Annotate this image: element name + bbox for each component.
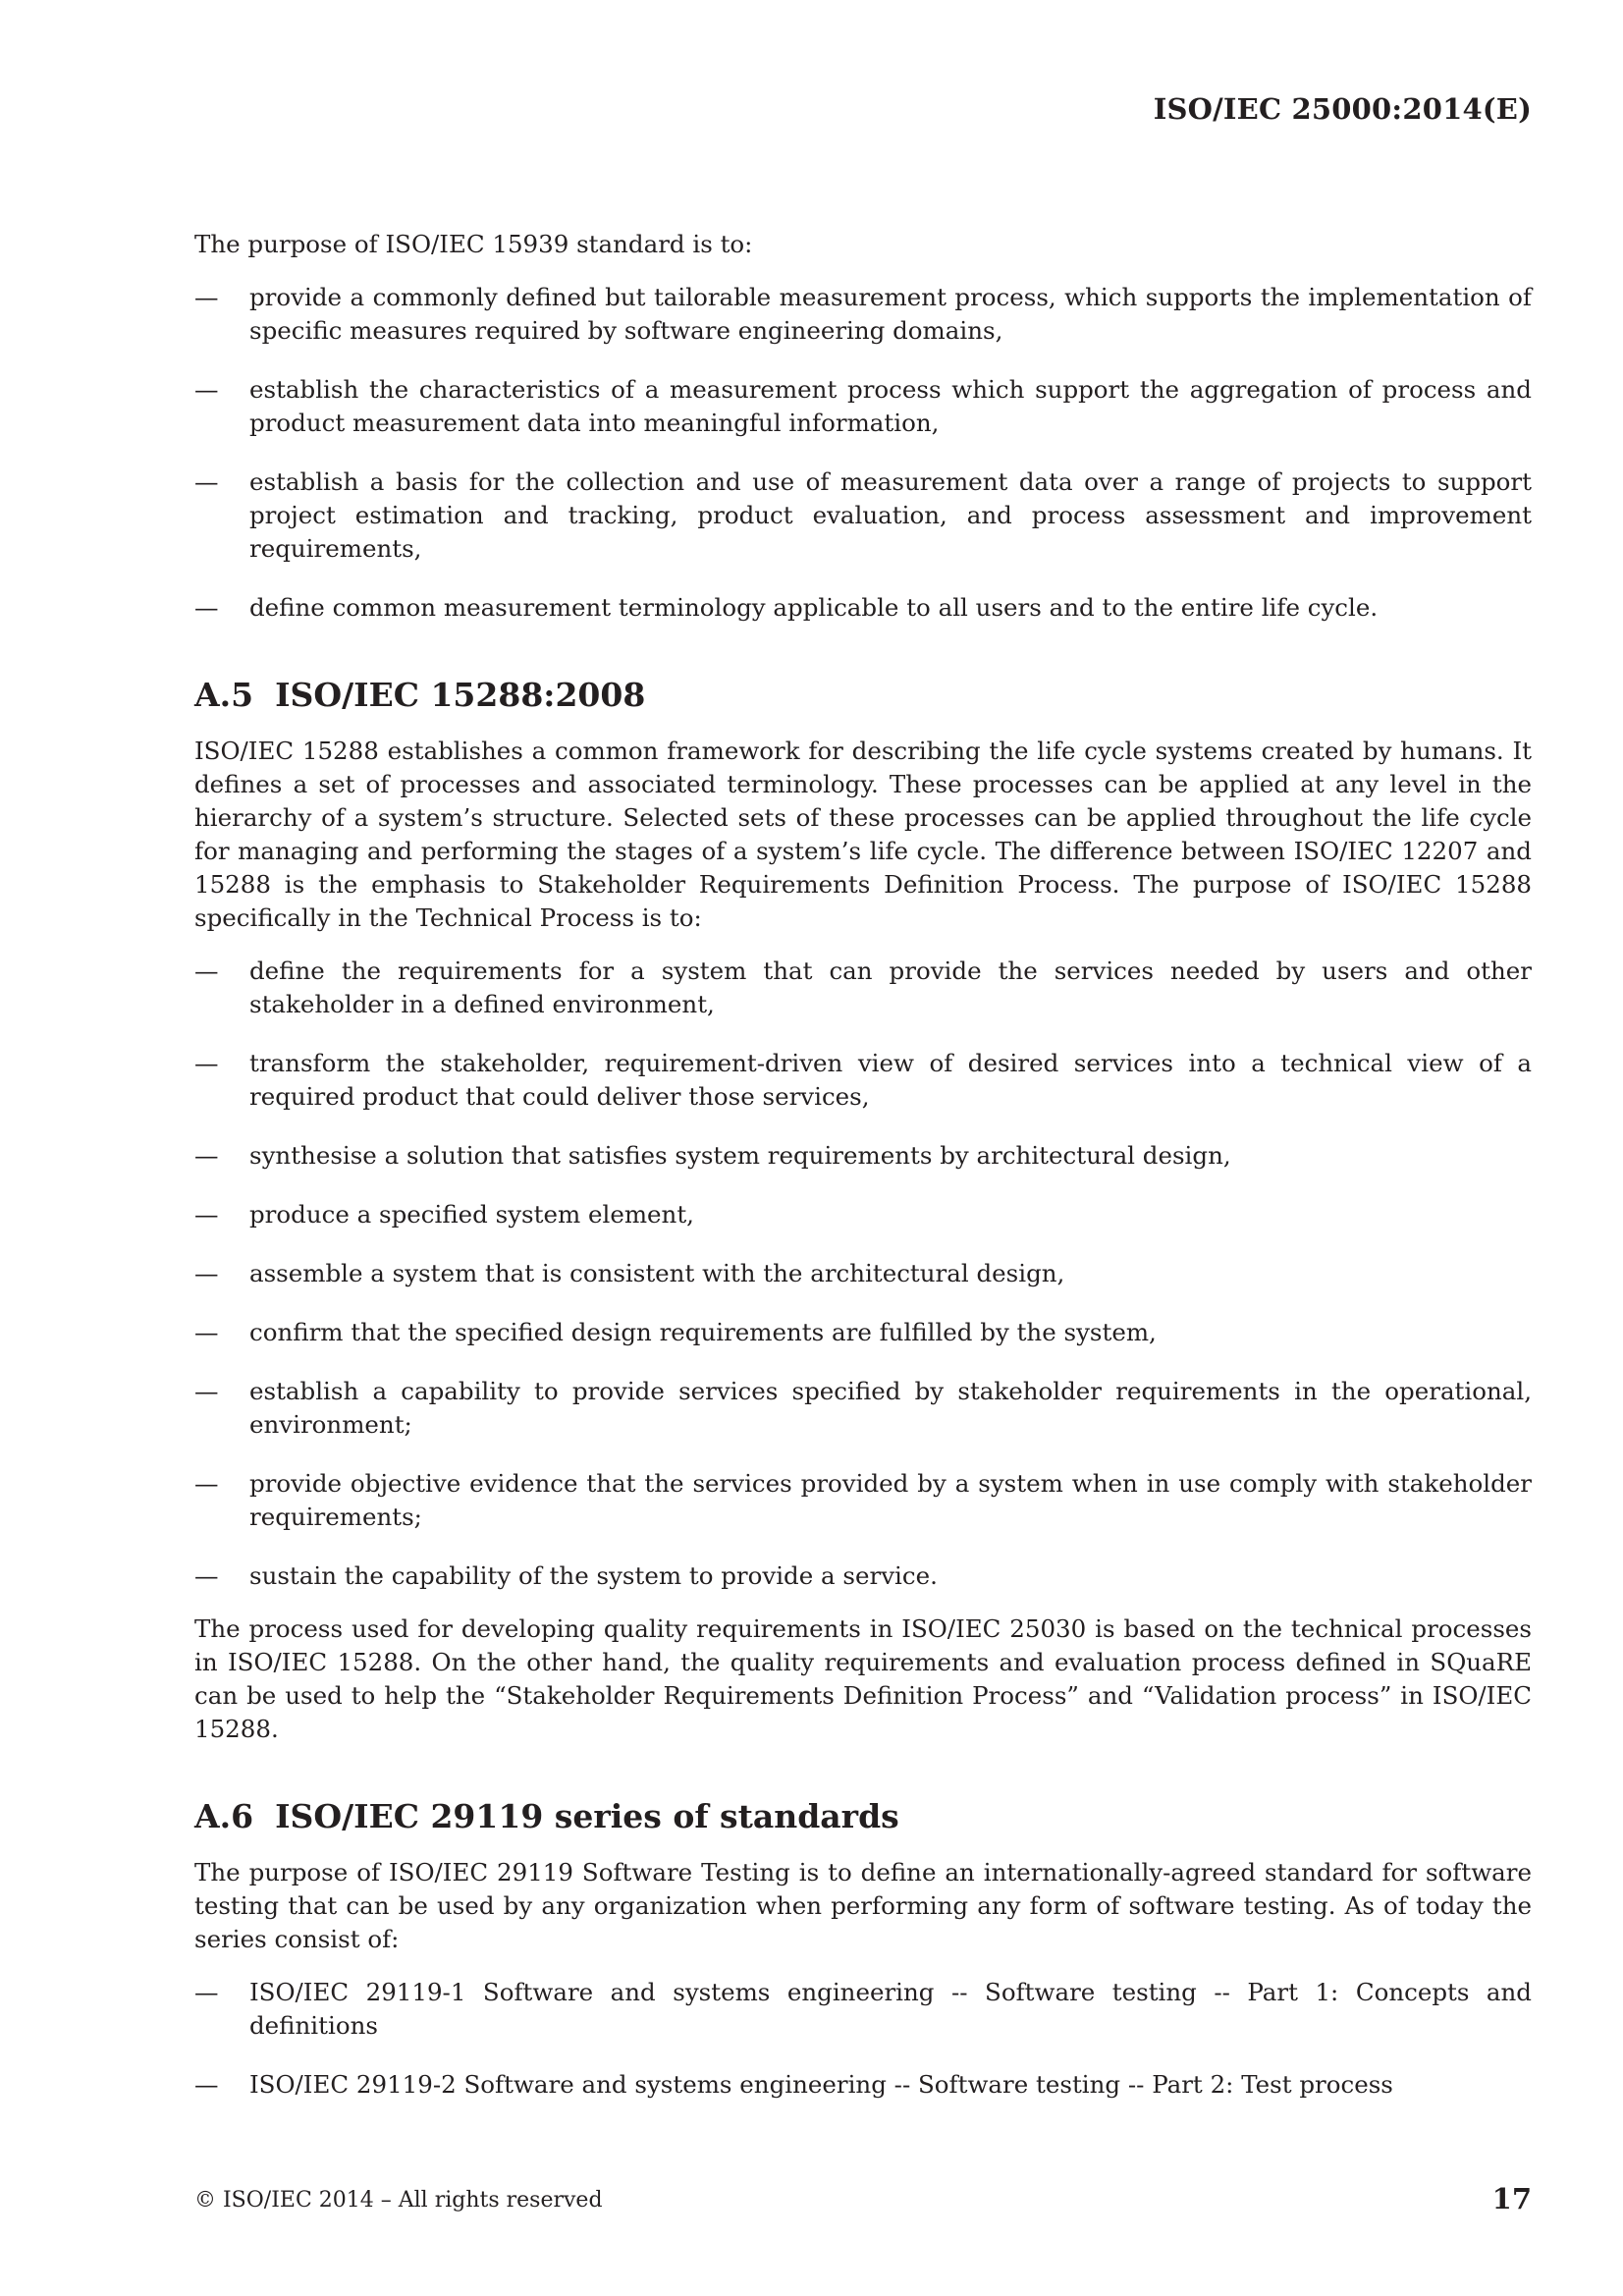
dash-bullet: — [194,957,219,985]
list-item-text: establish a basis for the collection and use of measurement data over a range of projects to support project estimation and tracking, product evaluation, and process assessment and improvement requirements, [249,467,1532,563]
section-a5-paragraph: ISO/IEC 15288 establishes a common framework for describing the life cycle systems created by humans. It defines a set of processes and associated terminology. These processes can be applied at any level in the hierarchy of a system’s structure. Selected sets of these processes can be applied throughout the life cycle for managing and performing the stages of a system’s life cycle. The difference between ISO/IEC 12207 and 15288 is the emphasis to Stakeholder Requirements Definition Process. The purpose of ISO/IEC 15288 specifically in the Technical Process is to: [194,737,1532,932]
section-a6-title: ISO/IEC 29119 series of standards [275,1797,899,1835]
list-item-text: confirm that the specified design requirements are fulfilled by the system, [249,1318,1157,1346]
section-a5-title: ISO/IEC 15288:2008 [275,676,646,714]
list-item-text: produce a specified system element, [249,1200,694,1229]
section-a5-heading [194,676,1532,715]
list-item [194,1467,1532,1534]
list-item [194,1316,1532,1349]
list-item [194,591,1532,625]
list-a6 [194,1976,1532,2102]
list-item [194,281,1532,348]
list-item [194,1976,1532,2043]
dash-bullet: — [194,1200,219,1229]
dash-bullet: — [194,1141,219,1170]
dash-bullet: — [194,1978,219,2006]
list-item [194,1375,1532,1442]
section-a6-heading [194,1797,1532,1836]
list-item [194,465,1532,566]
list-15939 [194,281,1532,625]
dash-bullet: — [194,1259,219,1287]
section-a6-number: A.6 [194,1797,254,1835]
dash-bullet: — [194,283,219,311]
list-item-text: transform the stakeholder, requirement-driven view of desired services into a technical view of a required product that could deliver those services, [249,1049,1532,1111]
list-item [194,1047,1532,1114]
dash-bullet: — [194,1318,219,1346]
list-item-text: synthesise a solution that satisfies system requirements by architectural design, [249,1141,1231,1170]
list-item-text: establish the characteristics of a measurement process which support the aggregation of process and product measurement data into meaningful information, [249,375,1532,437]
page-content [194,228,1532,2102]
dash-bullet: — [194,375,219,404]
dash-bullet: — [194,1377,219,1405]
list-item [194,1257,1532,1290]
list-item-text: ISO/IEC 29119-2 Software and systems engineering -- Software testing -- Part 2: Test process [249,2070,1393,2099]
document-id-header: ISO/IEC 25000:2014(E) [1153,92,1532,126]
list-item-text: provide a commonly defined but tailorable measurement process, which supports the implementation of specific measures required by software engineering domains, [249,283,1532,345]
dash-bullet: — [194,1049,219,1077]
list-item-text: define the requirements for a system that can provide the services needed by users and other stakeholder in a defined environment, [249,957,1532,1018]
page-number: 17 [1491,2182,1532,2215]
list-item [194,955,1532,1021]
list-item-text: establish a capability to provide services specified by stakeholder requirements in the operational, environment; [249,1377,1532,1439]
list-item [194,2068,1532,2102]
list-item [194,1559,1532,1593]
section-a5-number: A.5 [194,676,254,714]
dash-bullet: — [194,2070,219,2099]
list-item-text: sustain the capability of the system to provide a service. [249,1561,938,1590]
dash-bullet: — [194,593,219,622]
copyright-footer: © ISO/IEC 2014 – All rights reserved [194,2188,603,2213]
list-item-text: ISO/IEC 29119-1 Software and systems engineering -- Software testing -- Part 1: Concepts and definitions [249,1978,1532,2040]
intro-15939: The purpose of ISO/IEC 15939 standard is to: [194,230,753,258]
section-a5-closing: The process used for developing quality requirements in ISO/IEC 25030 is based on the technical processes in ISO/IEC 15288. On the other hand, the quality requirements and evaluation process defined in SQuaRE can be used to help the “Stakeholder Requirements Definition Process” and “Validation process” in ISO/IEC 15288. [194,1614,1532,1743]
dash-bullet: — [194,1469,219,1498]
list-item-text: assemble a system that is consistent with the architectural design, [249,1259,1065,1287]
dash-bullet: — [194,467,219,496]
list-item [194,1198,1532,1231]
list-item [194,373,1532,440]
list-item-text: provide objective evidence that the services provided by a system when in use comply with stakeholder requirements; [249,1469,1532,1531]
list-item [194,1139,1532,1173]
dash-bullet: — [194,1561,219,1590]
list-a5 [194,955,1532,1593]
list-item-text: define common measurement terminology applicable to all users and to the entire life cycle. [249,593,1379,622]
section-a6-paragraph: The purpose of ISO/IEC 29119 Software Testing is to define an internationally-agreed standard for software testing that can be used by any organization when performing any form of software testing. As of today the series consist of: [194,1858,1532,1953]
